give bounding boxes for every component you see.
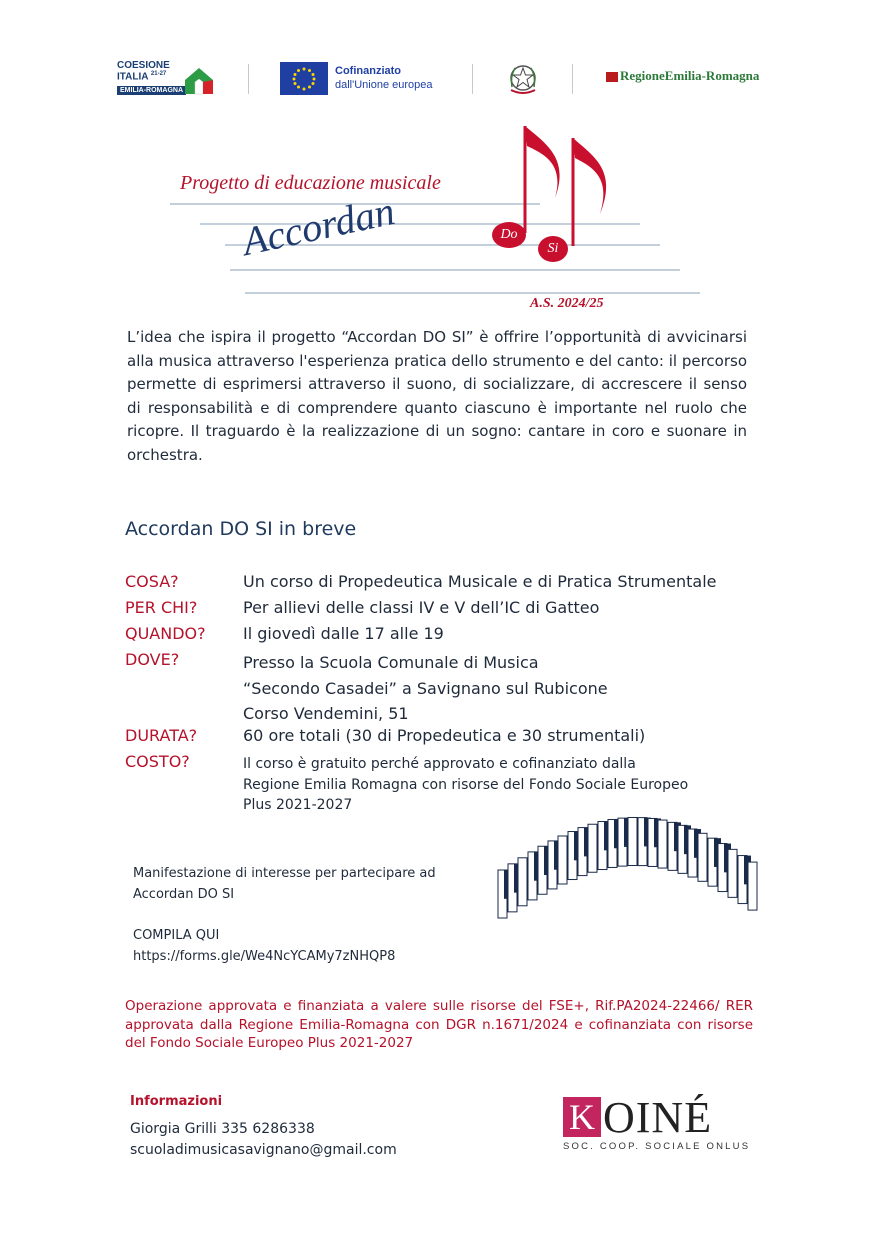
signup-line2: Accordan DO SI <box>133 887 235 902</box>
eu-line2: dall'Unione europea <box>335 79 433 91</box>
coesione-line1: COESIONE <box>117 60 170 71</box>
piano-white-key <box>698 833 707 881</box>
summary-label: QUANDO? <box>125 624 206 643</box>
operation-note: Operazione approvata e finanziata a valere sulle risorse del FSE+, Rif.PA2024-22466/ RER approvata dalla Regione Emilia-Romagna con DGR n.1671/2024 e cofinanziata con risorse del Fondo Sociale Europeo Plus 2021-2027 <box>125 998 753 1051</box>
school-year: A.S. 2024/25 <box>530 296 604 311</box>
region-mark-icon <box>606 72 618 82</box>
coesione-line2: ITALIA <box>117 71 149 83</box>
summary-row-dove <box>125 650 765 726</box>
contact-phone: Giorgia Grilli 335 6286338 <box>130 1121 315 1137</box>
intro-paragraph <box>127 326 747 467</box>
info-title: Informazioni <box>130 1094 223 1109</box>
summary-row-durata <box>125 726 765 752</box>
coesione-italia-logo <box>117 60 217 98</box>
koine-k-mark: K <box>563 1097 601 1137</box>
music-notes-icon <box>525 126 606 246</box>
coesione-flag-icon <box>181 62 217 96</box>
summary-label: DOVE? <box>125 650 180 669</box>
summary-row-quando <box>125 624 765 650</box>
dove-line2: “Secondo Casadei” a Savignano sul Rubicone <box>243 678 608 698</box>
summary-value: Il giovedì dalle 17 alle 19 <box>243 624 444 643</box>
summary-row-perchi <box>125 598 765 624</box>
piano-white-key <box>518 858 527 906</box>
signup-url-link[interactable]: https://forms.gle/We4NcYCAMy7zNHQP8 <box>133 949 396 964</box>
compila-label: COMPILA QUI <box>133 928 220 943</box>
summary-label: COSA? <box>125 572 179 591</box>
eu-flag-icon <box>280 62 328 95</box>
regione-emilia-romagna-logo <box>606 68 759 84</box>
logo-separator <box>572 64 573 94</box>
intro-text: L’idea che ispira il progetto “Accordan DO SI” è offrire l’opportunità di avvicinarsi alla musica attraverso l'esperienza pratica dello strumento e del canto: il percorso permette di esprimersi attraverso il suono, di socializzare, di accrescere il senso di responsabilità e di comprendere quanto ciascuno è importante nel ruolo che ricopre. Il traguardo è la realizzazione di un sogno: cantare in coro e suonare in orchestra. <box>127 328 747 464</box>
eu-cofinanced-logo <box>280 60 450 96</box>
summary-label: COSTO? <box>125 752 190 771</box>
piano-white-key <box>658 820 667 868</box>
signup-line1: Manifestazione di interesse per partecipare ad <box>133 866 436 881</box>
contact-block <box>130 1119 397 1161</box>
costo-line3: Plus 2021-2027 <box>243 797 353 813</box>
costo-line1: Il corso è gratuito perché approvato e cofinanziato dalla <box>243 756 636 772</box>
logo-separator <box>248 64 249 94</box>
summary-list <box>125 572 765 816</box>
dove-line3: Corso Vendemini, 51 <box>243 704 409 723</box>
logo-separator <box>472 64 473 94</box>
costo-line2: Regione Emilia Romagna con risorse del Fondo Sociale Europeo <box>243 776 689 793</box>
eu-line1: Cofinanziato <box>335 65 401 77</box>
signup-link-block <box>133 925 395 967</box>
contact-email[interactable]: scuoladimusicasavignano@gmail.com <box>130 1142 397 1158</box>
summary-value: Un corso di Propedeutica Musicale e di Pratica Strumentale <box>243 572 717 591</box>
piano-white-key <box>558 836 567 884</box>
piano-white-key <box>728 849 737 897</box>
summary-title: Accordan DO SI in breve <box>125 518 357 540</box>
summary-value: 60 ore totali (30 di Propedeutica e 30 strumentali) <box>243 726 646 745</box>
koine-subtitle: SOC. COOP. SOCIALE ONLUS <box>563 1141 751 1152</box>
note-do: Do <box>492 222 526 248</box>
signup-text <box>133 863 436 905</box>
summary-label: DURATA? <box>125 726 198 745</box>
accordan-wordmark: Accordan <box>238 187 399 265</box>
piano-white-key <box>628 817 637 865</box>
project-label: Progetto di educazione musicale <box>180 172 441 194</box>
piano-keyboard-icon <box>496 800 761 928</box>
piano-white-key <box>748 862 757 910</box>
coesione-region: EMILIA-ROMAGNA <box>117 86 186 95</box>
summary-label: PER CHI? <box>125 598 198 617</box>
title-artwork <box>170 118 710 308</box>
note-si: Si <box>538 236 568 262</box>
summary-row-cosa <box>125 572 765 598</box>
dove-line1: Presso la Scuola Comunale di Musica <box>243 653 539 672</box>
koine-logo <box>563 1095 753 1157</box>
koine-wordmark: OINÉ <box>603 1093 713 1142</box>
region-name: RegioneEmilia-Romagna <box>620 68 760 83</box>
piano-white-key <box>588 824 597 872</box>
summary-value: Per allievi delle classi IV e V dell’IC di Gatteo <box>243 598 600 617</box>
coesione-years: 21-27 <box>150 71 167 77</box>
italian-emblem-icon <box>507 62 539 96</box>
